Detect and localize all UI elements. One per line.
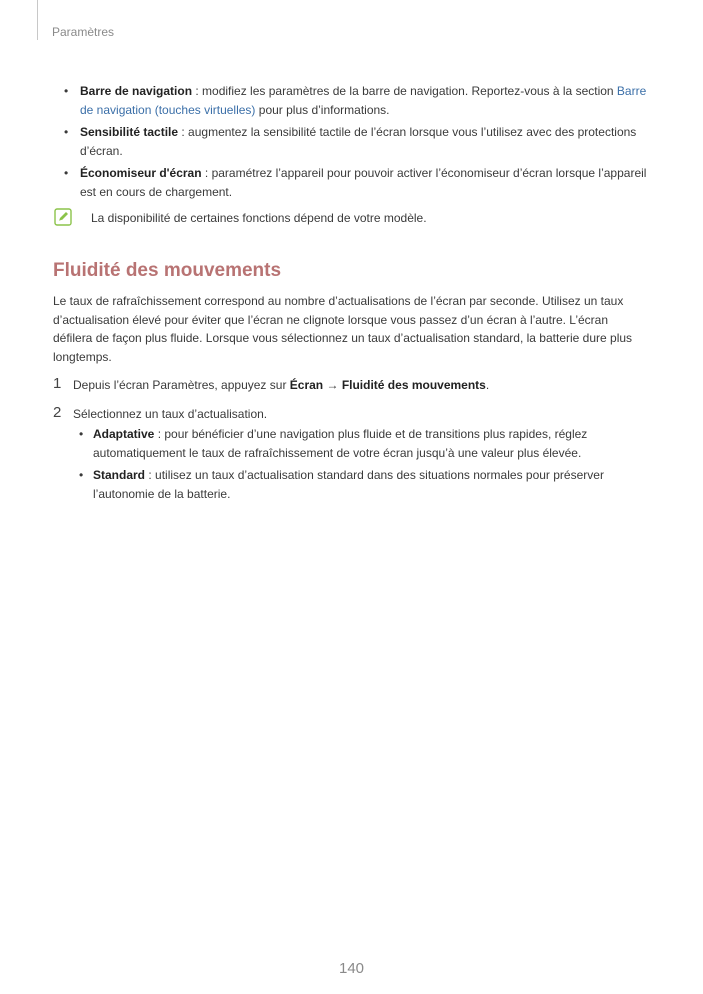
step-number: 1 [53, 375, 62, 392]
list-item [93, 466, 648, 503]
step-text: Sélectionnez un taux d’actualisation. [73, 406, 268, 421]
list-item [93, 425, 648, 462]
bullet-term: Sensibilité tactile [80, 125, 179, 139]
option-text: : utilisez un taux d’actualisation standard dans des situations normales pour préserver l’autonomie de la batterie. [93, 468, 604, 501]
step-item [53, 376, 648, 395]
bullet-term: Barre de navigation [80, 84, 193, 98]
refresh-rate-options [73, 425, 648, 503]
note-box [54, 208, 654, 230]
step-suffix: . [485, 378, 490, 392]
option-term: Standard [93, 468, 146, 482]
page-number: 140 [338, 960, 365, 977]
list-item [80, 82, 650, 119]
section-title: Fluidité des mouvements [53, 260, 282, 281]
header-rule [37, 0, 38, 40]
bullet-term: Économiseur d'écran [80, 166, 202, 180]
step-number: 2 [53, 403, 62, 421]
option-text: : pour bénéficier d’une navigation plus fluide et de transitions plus rapides, réglez automatiquement le taux de rafraîchissement de votre écran jusqu’à une valeur plus élevée. [93, 427, 588, 460]
note-text: La disponibilité de certaines fonctions dépend de votre modèle. [91, 211, 427, 225]
step-text: Depuis l’écran Paramètres, appuyez sur [73, 378, 290, 392]
note-pencil-icon [54, 208, 72, 226]
list-item [80, 164, 650, 201]
header-title: Paramètres [52, 25, 115, 39]
motion-smoothness-label: Fluidité des mouvements [341, 378, 486, 392]
bullet-text: : augmentez la sensibilité tactile de l’écran lorsque vous l’utilisez avec des protections d’écran. [80, 125, 637, 158]
list-item [80, 123, 650, 160]
steps-list [53, 376, 648, 513]
option-term: Adaptative [93, 427, 155, 441]
step-item [53, 405, 648, 504]
screen-menu-label: Écran [289, 378, 324, 392]
bullet-text: : modifiez les paramètres de la barre de navigation. Reportez-vous à la section [192, 84, 617, 98]
navigation-bar-link[interactable]: Barre de navigation (touches virtuelles) [80, 84, 647, 117]
section-intro: Le taux de rafraîchissement correspond au nombre d’actualisations de l’écran par seconde. Utilisez un taux d’actualisation élevé pour éviter que l’écran ne clignote lorsque vous passez d’un écran à l’autre. L’écran défilera de façon plus fluide. Lorsque vous sélectionnez un taux d’actualisation standard, la batterie dure plus longtemps. [53, 294, 633, 364]
bullet-text: : paramétrez l’appareil pour pouvoir activer l’économiseur d’écran lorsque l’appareil est en cours de chargement. [80, 166, 647, 199]
settings-bullet-list [80, 82, 650, 205]
arrow-separator: → [323, 378, 342, 392]
bullet-text: pour plus d’informations. [255, 102, 390, 117]
